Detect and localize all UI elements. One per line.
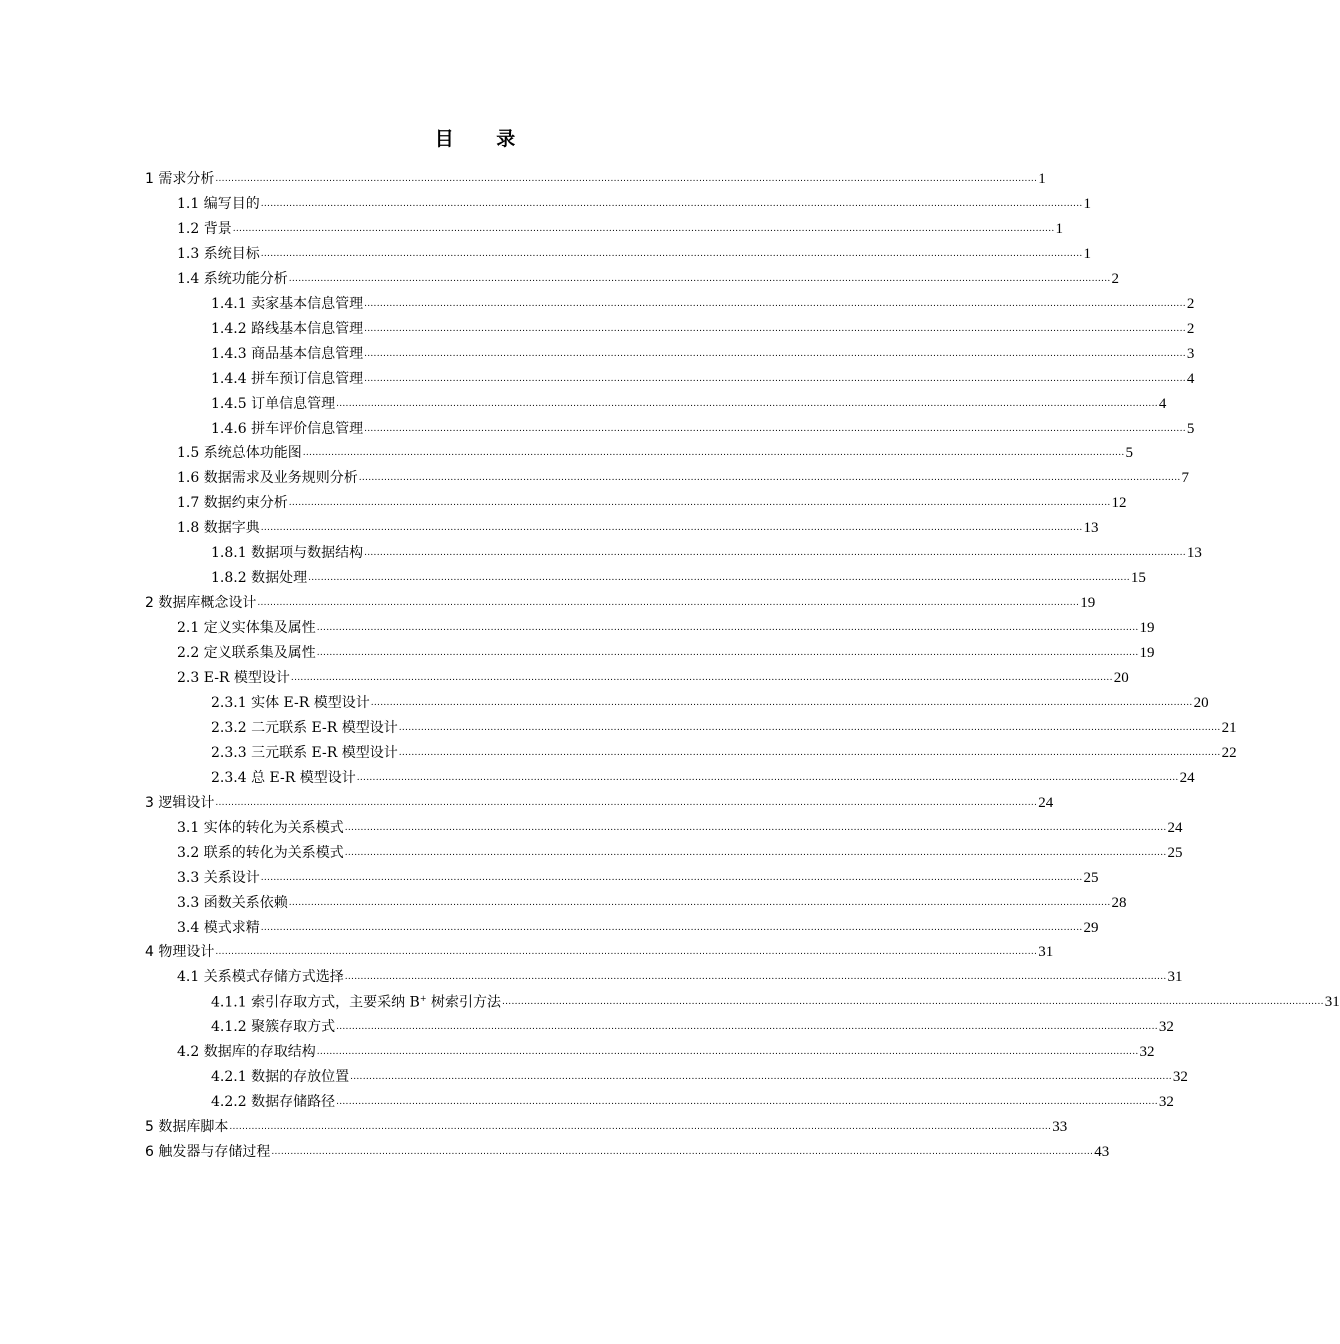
toc-entry-title: 2 数据库概念设计 — [145, 595, 257, 612]
dot-leader: .................................................................................................................................................................................................................................................................... — [232, 223, 1055, 234]
toc-page-number: 25 — [1083, 869, 1099, 886]
toc-entry-title: 3.3 关系设计 — [177, 869, 260, 886]
toc-entry[interactable] — [211, 1061, 1188, 1086]
toc-entry[interactable] — [211, 737, 1237, 762]
toc-entry[interactable] — [177, 812, 1183, 837]
toc-entry-title: 4 物理设计 — [145, 944, 215, 961]
dot-leader: .................................................................................................................................................................................................................................................................... — [336, 398, 1158, 409]
toc-entry-title: 1.4.1 卖家基本信息管理 — [211, 295, 364, 312]
toc-entry[interactable] — [177, 213, 1064, 238]
toc-entry[interactable] — [211, 413, 1195, 438]
dot-leader: .................................................................................................................................................................................................................................................................... — [229, 1122, 1052, 1133]
toc-entry[interactable] — [211, 363, 1195, 388]
toc-page-number: 2 — [1186, 295, 1195, 312]
toc-entry[interactable] — [211, 313, 1195, 338]
dot-leader: .................................................................................................................................................................................................................................................................... — [398, 747, 1221, 758]
dot-leader: .................................................................................................................................................................................................................................................................... — [398, 722, 1221, 733]
toc-entry-title: 1.4.5 订单信息管理 — [211, 395, 336, 412]
toc-page-number: 25 — [1167, 844, 1183, 861]
dot-leader: .................................................................................................................................................................................................................................................................... — [260, 872, 1083, 883]
dot-leader: .................................................................................................................................................................................................................................................................... — [257, 598, 1080, 609]
dot-leader: .................................................................................................................................................................................................................................................................... — [344, 822, 1167, 833]
dot-leader: .................................................................................................................................................................................................................................................................... — [288, 897, 1111, 908]
toc-entry[interactable] — [211, 537, 1202, 562]
toc-entry-title: 4.2.1 数据的存放位置 — [211, 1069, 350, 1086]
toc-entry-title: 3.3 函数关系依赖 — [177, 894, 288, 911]
dot-leader: .................................................................................................................................................................................................................................................................... — [364, 548, 1186, 559]
toc-entry-title: 3 逻辑设计 — [145, 794, 215, 811]
toc-entry[interactable] — [211, 762, 1195, 787]
toc-page-number: 2 — [1111, 270, 1120, 287]
toc-entry-title: 2.3.1 实体 E-R 模型设计 — [211, 694, 370, 711]
toc-page-number: 12 — [1111, 495, 1127, 512]
toc-entry[interactable] — [211, 687, 1209, 712]
toc-page-number: 4 — [1186, 370, 1195, 387]
toc-page-number: 29 — [1083, 919, 1099, 936]
toc-entry-title: 4.1.2 聚簇存取方式 — [211, 1019, 336, 1036]
toc-entry[interactable] — [177, 188, 1092, 213]
toc-entry[interactable] — [177, 238, 1092, 263]
toc-entry-title: 1.4.6 拼车评价信息管理 — [211, 420, 364, 437]
toc-entry[interactable] — [211, 712, 1237, 737]
toc-entry-title: 1.8.1 数据项与数据结构 — [211, 545, 364, 562]
toc-entry-title: 2.3.3 三元联系 E-R 模型设计 — [211, 744, 398, 761]
toc-entry-title: 2.3.2 二元联系 E-R 模型设计 — [211, 719, 398, 736]
dot-leader: .................................................................................................................................................................................................................................................................... — [364, 323, 1186, 334]
toc-entry[interactable] — [211, 338, 1195, 363]
toc-entry-title: 1.6 数据需求及业务规则分析 — [177, 470, 358, 487]
superscript: + — [419, 993, 427, 1003]
toc-entry[interactable] — [177, 612, 1155, 637]
toc-entry[interactable] — [177, 862, 1099, 887]
toc-entry-title: 3.1 实体的转化为关系模式 — [177, 819, 344, 836]
toc-entry-title: 1 需求分析 — [145, 171, 215, 187]
toc-entry-title: 1.3 系统目标 — [177, 245, 260, 262]
toc-page-number: 19 — [1139, 620, 1155, 637]
toc-page-number: 20 — [1113, 670, 1129, 686]
toc-entry-title: 1.8 数据字典 — [177, 520, 260, 537]
toc-page-number: 31 — [1324, 994, 1340, 1011]
toc-page-number: 13 — [1186, 545, 1202, 562]
dot-leader: .................................................................................................................................................................................................................................................................... — [308, 573, 1130, 584]
toc-entry-title: 4.1.1 索引存取方式，主要采纳 B+ 树索引方法 — [211, 993, 501, 1011]
dot-leader: .................................................................................................................................................................................................................................................................... — [336, 1097, 1158, 1108]
toc-entry[interactable] — [145, 587, 1096, 612]
toc-entry-title: 3.4 模式求精 — [177, 919, 260, 936]
toc-entry-title: 1.5 系统总体功能图 — [177, 445, 302, 462]
toc-page-number: 24 — [1038, 794, 1054, 811]
toc-entry[interactable] — [211, 388, 1167, 413]
toc-entry[interactable] — [145, 163, 1046, 188]
toc-entry[interactable] — [177, 637, 1155, 662]
toc-entry[interactable] — [177, 437, 1134, 462]
dot-leader: .................................................................................................................................................................................................................................................................... — [316, 648, 1139, 659]
toc-entry[interactable] — [177, 662, 1129, 687]
dot-leader: .................................................................................................................................................................................................................................................................... — [215, 947, 1038, 958]
dot-leader: .................................................................................................................................................................................................................................................................... — [215, 797, 1038, 808]
dot-leader: .................................................................................................................................................................................................................................................................... — [356, 772, 1179, 783]
toc-entry-title: 1.1 编写目的 — [177, 195, 260, 212]
toc-page-number: 7 — [1181, 470, 1190, 487]
toc-entry[interactable] — [145, 787, 1054, 812]
toc-entry[interactable] — [145, 936, 1054, 961]
dot-leader: .................................................................................................................................................................................................................................................................... — [344, 847, 1167, 858]
toc-page-number: 24 — [1167, 819, 1183, 836]
toc-page-number: 33 — [1052, 1119, 1068, 1136]
toc-entry-title: 4.2.2 数据存储路径 — [211, 1094, 336, 1111]
toc-page-number: 32 — [1172, 1069, 1188, 1086]
toc-entry[interactable] — [177, 462, 1190, 487]
dot-leader: .................................................................................................................................................................................................................................................................... — [358, 473, 1181, 484]
toc-page-number: 28 — [1111, 894, 1127, 911]
dot-leader: .................................................................................................................................................................................................................................................................... — [364, 423, 1186, 434]
toc-page-number: 1 — [1038, 171, 1046, 187]
toc-entry[interactable] — [177, 887, 1127, 912]
toc-entry-title: 4.2 数据库的存取结构 — [177, 1044, 316, 1061]
page-title: 目 录 — [434, 128, 534, 150]
dot-leader: .................................................................................................................................................................................................................................................................... — [364, 348, 1186, 359]
dot-leader: .................................................................................................................................................................................................................................................................... — [344, 972, 1167, 983]
toc-page-number: 32 — [1158, 1094, 1174, 1111]
dot-leader: .................................................................................................................................................................................................................................................................... — [370, 697, 1193, 708]
toc-page-number: 19 — [1139, 645, 1155, 662]
toc-entry[interactable] — [177, 263, 1120, 288]
dot-leader: .................................................................................................................................................................................................................................................................... — [260, 248, 1083, 259]
toc-entry[interactable] — [211, 1086, 1174, 1111]
toc-page-number: 2 — [1186, 320, 1195, 337]
toc-page-number: 19 — [1080, 595, 1096, 612]
toc-page-number: 43 — [1094, 1144, 1110, 1161]
toc-entry-title: 2.2 定义联系集及属性 — [177, 645, 316, 662]
toc-entry-title: 1.4 系统功能分析 — [177, 270, 288, 287]
toc-page-number: 3 — [1186, 345, 1195, 362]
dot-leader: .................................................................................................................................................................................................................................................................... — [350, 1072, 1172, 1083]
dot-leader: .................................................................................................................................................................................................................................................................... — [288, 273, 1111, 284]
toc-page-number: 31 — [1167, 969, 1183, 986]
toc-page-number: 32 — [1139, 1044, 1155, 1061]
toc-entry-title: 1.8.2 数据处理 — [211, 570, 308, 587]
toc-page-number: 5 — [1186, 420, 1195, 437]
toc-entry-title: 6 触发器与存储过程 — [145, 1144, 271, 1161]
toc-entry-title: 1.4.4 拼车预订信息管理 — [211, 370, 364, 387]
toc-entry[interactable] — [177, 912, 1099, 937]
toc-entry[interactable] — [145, 1136, 1110, 1161]
dot-leader: .................................................................................................................................................................................................................................................................... — [288, 498, 1111, 509]
dot-leader: .................................................................................................................................................................................................................................................................... — [364, 298, 1186, 309]
toc-entry[interactable] — [211, 562, 1146, 587]
toc-entry-title: 3.2 联系的转化为关系模式 — [177, 844, 344, 861]
dot-leader: .................................................................................................................................................................................................................................................................... — [364, 373, 1186, 384]
toc-page-number: 1 — [1083, 195, 1092, 212]
toc-page-number: 24 — [1179, 769, 1195, 786]
dot-leader: .................................................................................................................................................................................................................................................................... — [271, 1147, 1094, 1158]
toc-page-number: 13 — [1083, 520, 1099, 537]
toc-page-number: 5 — [1125, 445, 1134, 462]
toc-entry-title: 5 数据库脚本 — [145, 1119, 229, 1136]
dot-leader: .................................................................................................................................................................................................................................................................... — [501, 997, 1324, 1008]
toc-entry[interactable] — [177, 512, 1099, 537]
dot-leader: .................................................................................................................................................................................................................................................................... — [215, 174, 1038, 184]
dot-leader: .................................................................................................................................................................................................................................................................... — [260, 198, 1083, 209]
dot-leader: .................................................................................................................................................................................................................................................................... — [290, 673, 1113, 683]
toc-page-number: 21 — [1221, 719, 1237, 736]
dot-leader: .................................................................................................................................................................................................................................................................... — [260, 523, 1083, 534]
dot-leader: .................................................................................................................................................................................................................................................................... — [302, 448, 1125, 459]
toc-page-number: 15 — [1130, 570, 1146, 587]
dot-leader: .................................................................................................................................................................................................................................................................... — [336, 1022, 1158, 1033]
toc-page-number: 31 — [1038, 944, 1054, 961]
toc-entry[interactable] — [211, 1011, 1174, 1036]
toc-entry[interactable] — [211, 986, 1340, 1011]
toc-entry-title: 1.7 数据约束分析 — [177, 495, 288, 512]
toc-page-number: 22 — [1221, 744, 1237, 761]
toc-entry-title: 1.4.3 商品基本信息管理 — [211, 345, 364, 362]
toc-entry-title: 1.4.2 路线基本信息管理 — [211, 320, 364, 337]
toc-page-number: 32 — [1158, 1019, 1174, 1036]
dot-leader: .................................................................................................................................................................................................................................................................... — [316, 1047, 1139, 1058]
dot-leader: .................................................................................................................................................................................................................................................................... — [260, 922, 1083, 933]
toc-entry[interactable] — [177, 837, 1183, 862]
toc-entry[interactable] — [177, 487, 1127, 512]
dot-leader: .................................................................................................................................................................................................................................................................... — [316, 623, 1139, 634]
toc-entry-title: 2.1 定义实体集及属性 — [177, 620, 316, 637]
toc-entry-title: 2.3 E-R 模型设计 — [177, 670, 290, 686]
toc-page-number: 4 — [1158, 395, 1167, 412]
toc-entry[interactable] — [145, 1111, 1068, 1136]
toc-page-number: 1 — [1055, 220, 1064, 237]
toc-entry-title: 2.3.4 总 E-R 模型设计 — [211, 769, 356, 786]
toc-page-number: 20 — [1193, 694, 1209, 711]
toc-page-number: 1 — [1083, 245, 1092, 262]
toc-entry[interactable] — [211, 288, 1195, 313]
toc-entry-title: 1.2 背景 — [177, 220, 232, 237]
toc-entry-title: 4.1 关系模式存储方式选择 — [177, 969, 344, 986]
toc-entry[interactable] — [177, 1036, 1155, 1061]
toc-entry[interactable] — [177, 961, 1183, 986]
